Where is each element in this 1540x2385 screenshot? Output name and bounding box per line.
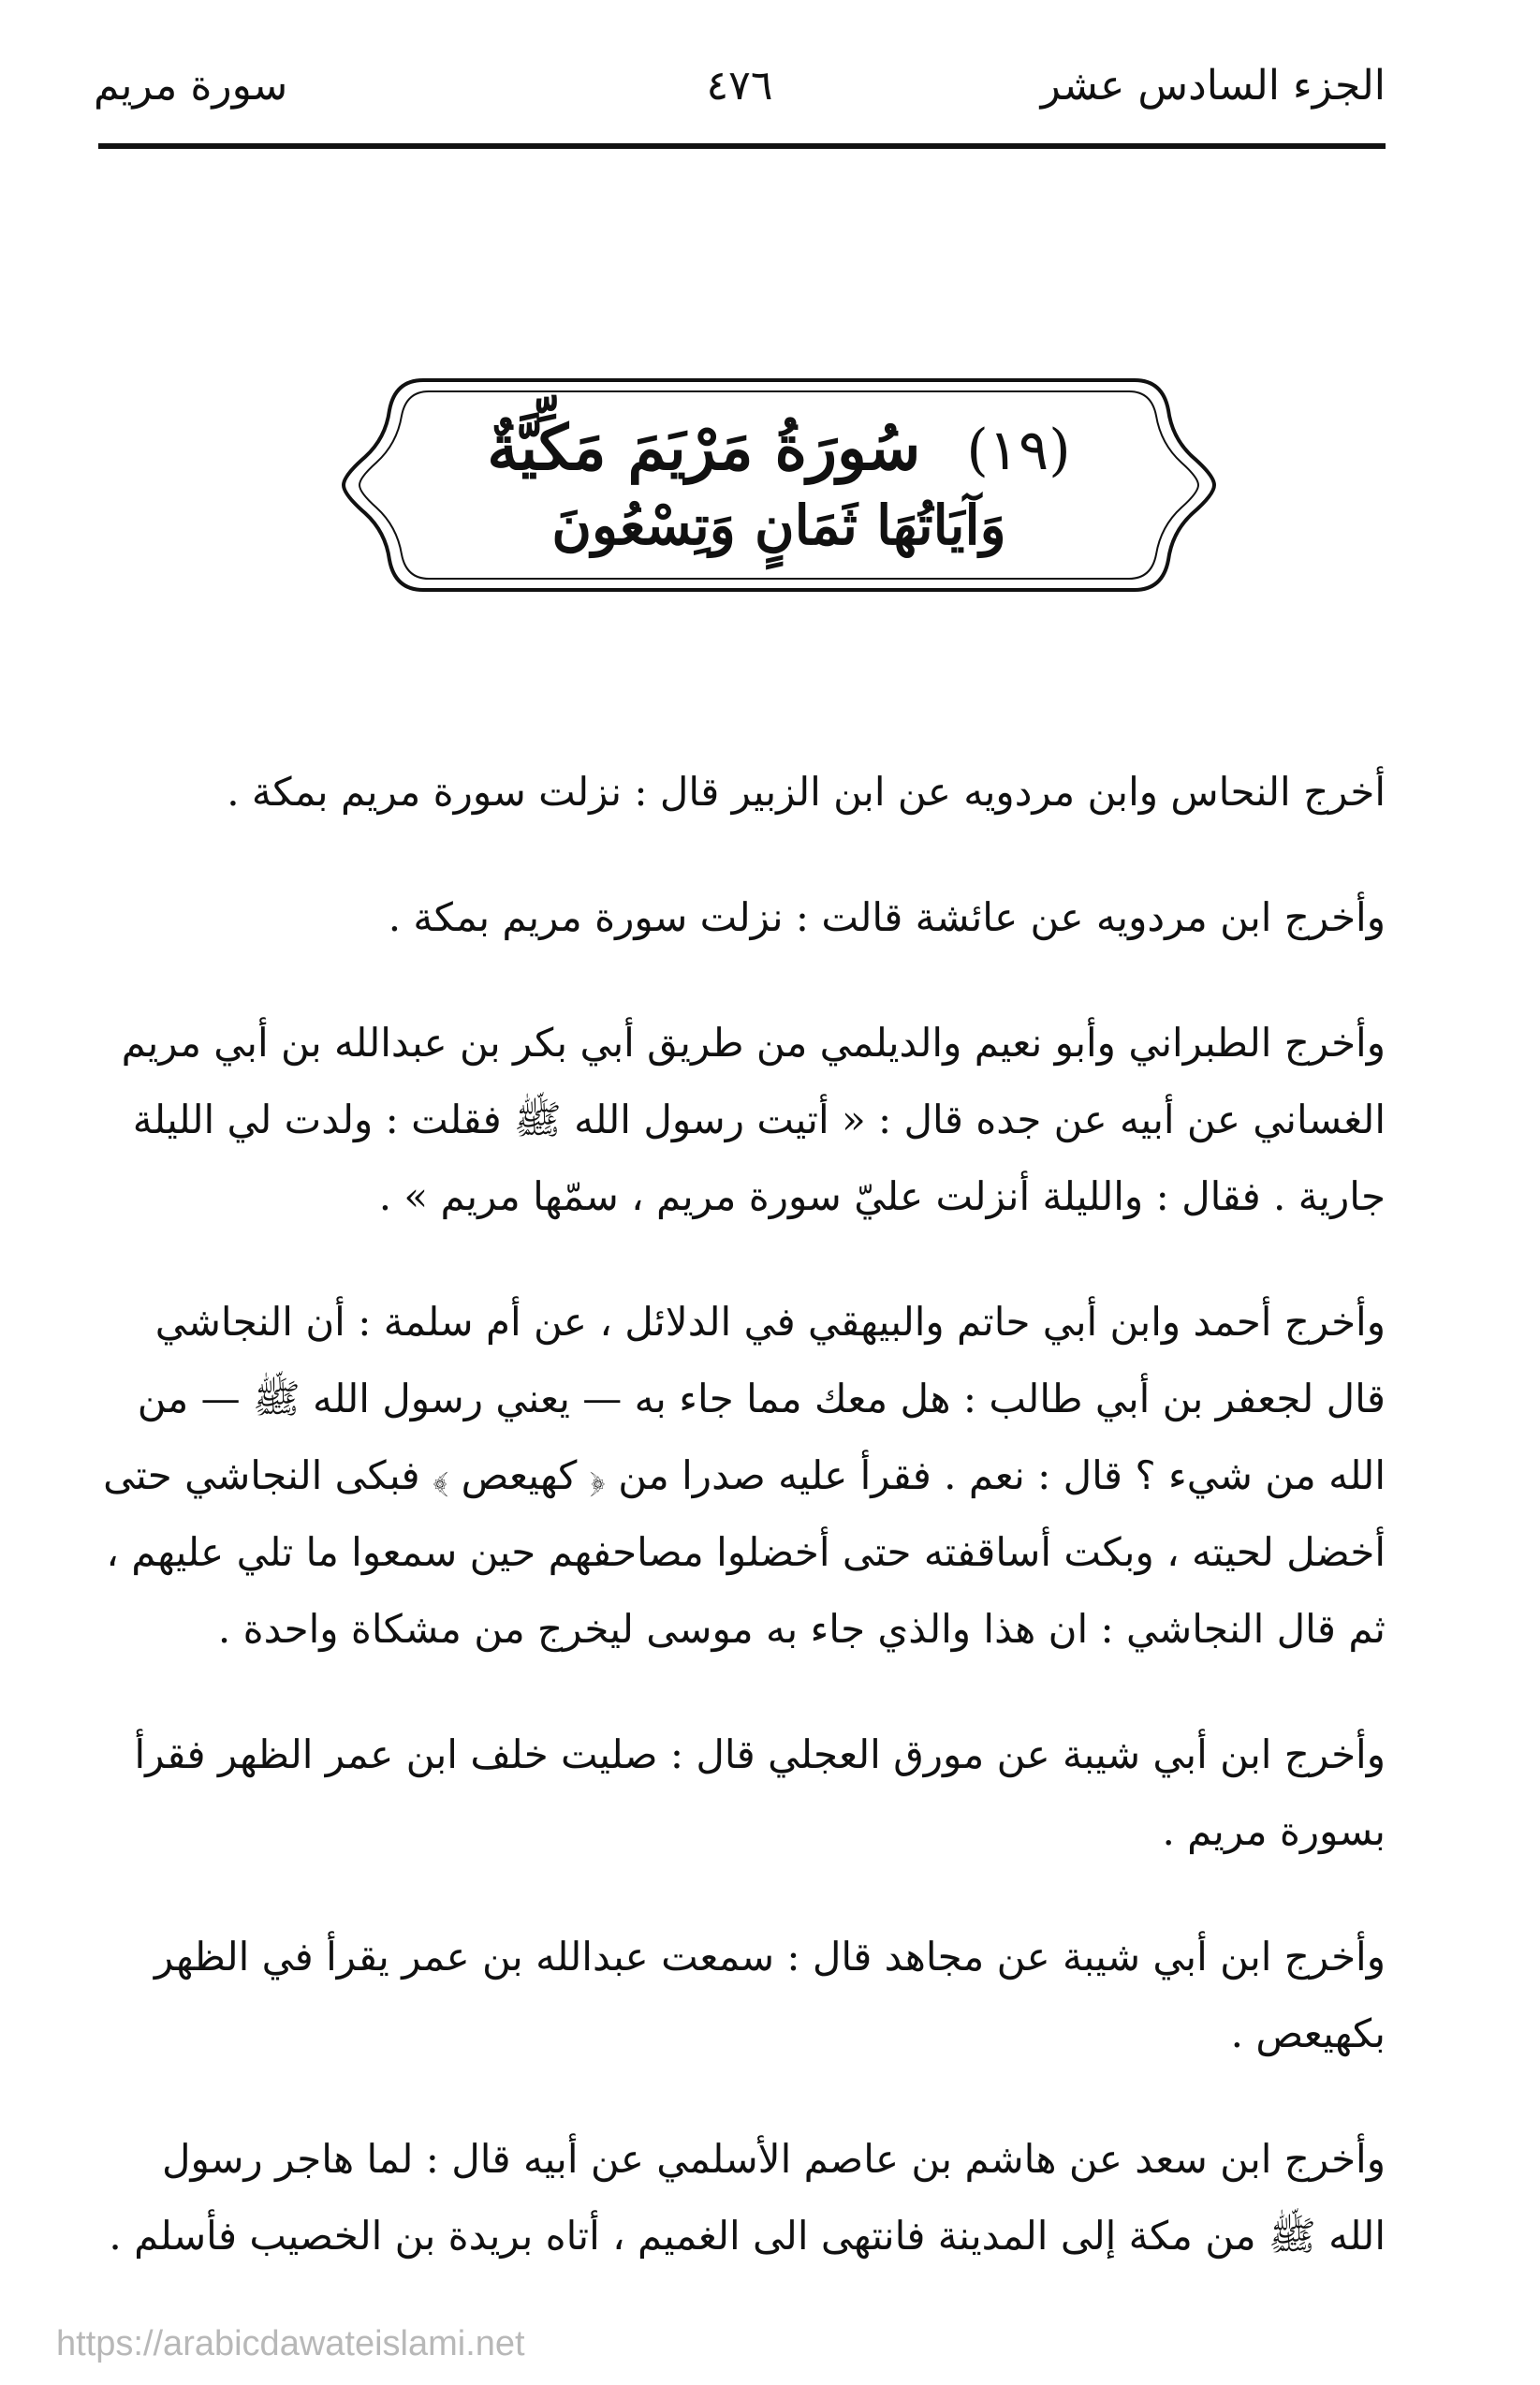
verse-count: وَآيَاتُهَا ثَمَانٍ وَتِسْعُونَ: [551, 493, 1006, 557]
paragraph: وأخرج ابن سعد عن هاشم بن عاصم الأسلمي عن أبيه قال : لما هاجر رسول الله ﷺ من مكة إلى المدينة فانتهى الى الغميم ، أتاه بريدة بن الخصيب فأسلم .: [109, 2136, 1386, 2259]
paragraph: وأخرج ابن أبي شيبة عن مورق العجلي قال : صليت خلف ابن عمر الظهر فقرأ بسورة مريم .: [134, 1731, 1386, 1854]
paragraph: وأخرج ابن مردويه عن عائشة قالت : نزلت سورة مريم بمكة .: [388, 894, 1386, 940]
part-label: الجزء السادس عشر: [1040, 62, 1386, 110]
paragraph: وأخرج أحمد وابن أبي حاتم والبيهقي في الدلائل ، عن أم سلمة : أن النجاشي قال لجعفر بن أبي طالب : هل معك مما جاء به — يعني رسول الله ﷺ — من الله من شيء ؟ قال : نعم . فقرأ عليه صدرا من ﴿ كهيعص ﴾ فبكى النجاشي حتى أخضل لحيته ، وبكت أساقفته حتى أخضلوا مصاحفهم حين سمعوا ما تلي عليهم ، ثم قال النجاشي : ان هذا والذي جاء به موسى ليخرج من مشكاة واحدة .: [103, 1299, 1386, 1652]
surah-number: (١٩): [966, 418, 1071, 483]
source-watermark: https://arabicdawateislami.net: [56, 2324, 525, 2363]
surah-label: سورة مريم: [94, 62, 288, 110]
page-body: [94, 754, 1386, 2323]
running-header: [94, 58, 1386, 142]
page-number: ٤٧٦: [706, 62, 773, 110]
paragraph: وأخرج ابن أبي شيبة عن مجاهد قال : سمعت عبدالله بن عمر يقرأ في الظهر بكهيعص .: [154, 1934, 1386, 2056]
surah-title: سُورَةُ مَرْيَمَ مَكِّيَّةٌ: [487, 411, 921, 484]
paragraph: أخرج النحاس وابن مردويه عن ابن الزبير قال : نزلت سورة مريم بمكة .: [227, 769, 1386, 815]
header-divider: [98, 143, 1386, 149]
paragraph: وأخرج الطبراني وأبو نعيم والديلمي من طريق أبي بكر بن عبدالله بن أبي مريم الغساني عن أبيه عن جده قال : « أتيت رسول الله ﷺ فقلت : ولدت لي الليلة جارية . فقال : والليلة أنزلت عليّ سورة مريم ، سمّها مريم » .: [121, 1020, 1386, 1219]
surah-title-cartouche: [339, 373, 1219, 597]
